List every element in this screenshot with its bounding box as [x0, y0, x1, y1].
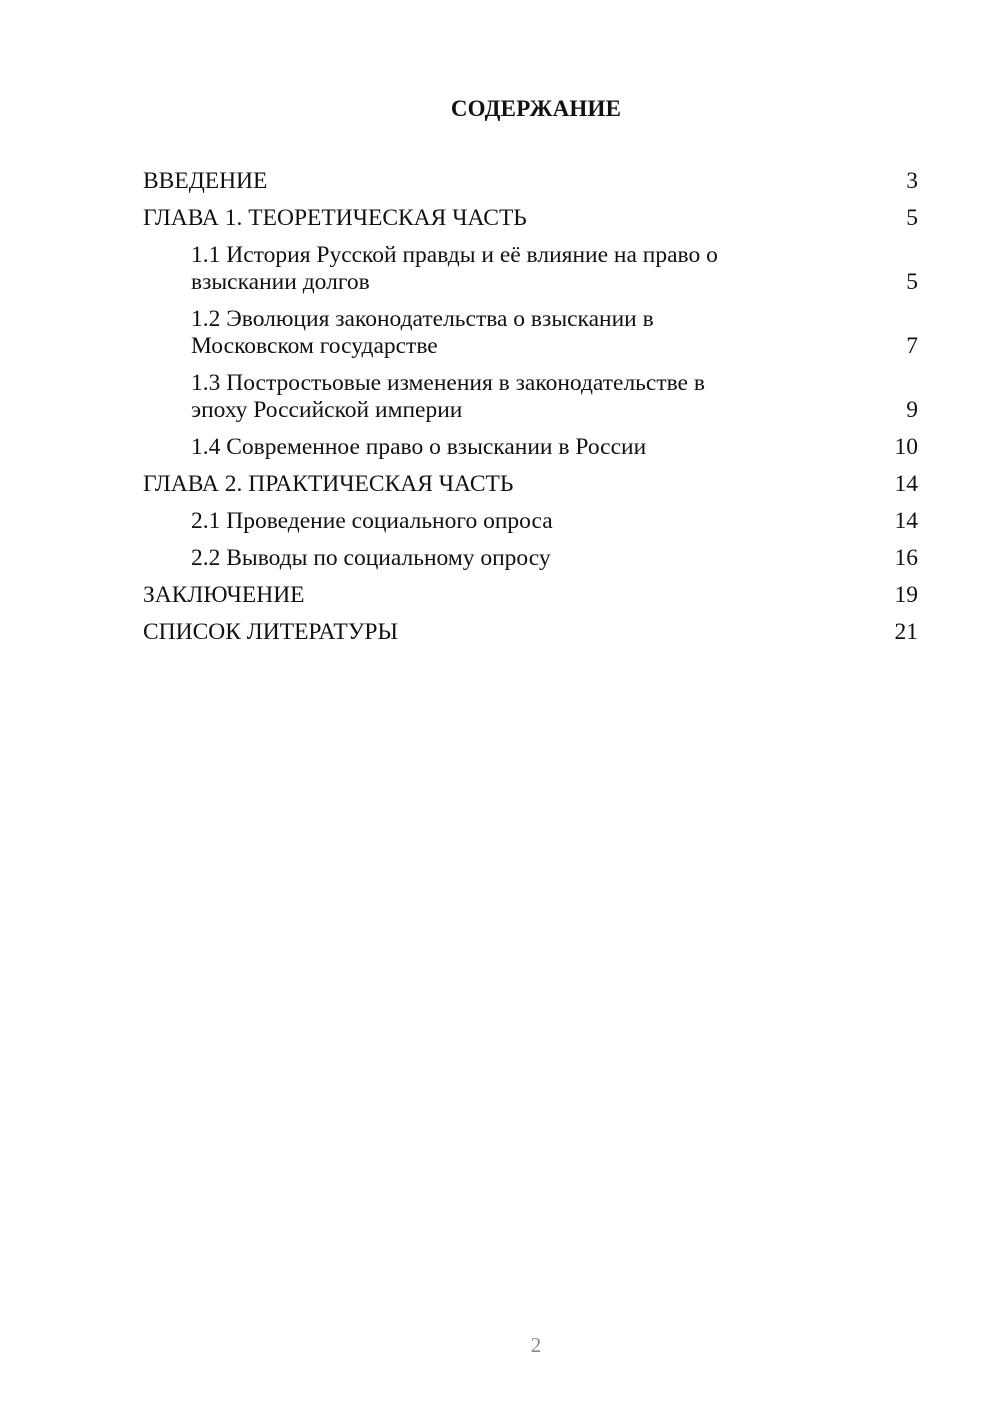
- toc-entry-page: 10: [894, 434, 918, 460]
- toc-entry-conclusion[interactable]: [143, 582, 918, 609]
- toc-entry-label: 1.3 Постростьовые изменения в законодательстве в эпоху Российской империи: [191, 370, 705, 423]
- toc-entry-section-2-1[interactable]: [143, 508, 918, 535]
- toc-entry-page: 14: [894, 471, 918, 497]
- toc-entry-label: 1.2 Эволюция законодательства о взыскании в Московском государстве: [191, 306, 654, 359]
- toc-entry-introduction[interactable]: [143, 168, 918, 195]
- toc-title: СОДЕРЖАНИЕ: [450, 96, 622, 121]
- toc-entry-label: ЗАКЛЮЧЕНИЕ: [143, 582, 305, 608]
- toc-entry-chapter-2[interactable]: [143, 471, 918, 498]
- toc-entry-label: ВВЕДЕНИЕ: [143, 168, 268, 194]
- toc-entry-page: 5: [906, 269, 918, 295]
- toc-entry-label: 1.1 История Русской правды и её влияние на право о взыскании долгов: [191, 242, 718, 295]
- toc-entry-page: 3: [906, 168, 918, 194]
- toc-entry-label: 2.2 Выводы по социальному опросу: [191, 545, 551, 571]
- toc-entry-label: ГЛАВА 1. ТЕОРЕТИЧЕСКАЯ ЧАСТЬ: [143, 205, 527, 231]
- toc-entry-label: 2.1 Проведение социального опроса: [191, 508, 553, 534]
- toc-entry-section-1-3[interactable]: [143, 370, 918, 424]
- table-of-contents: [143, 168, 918, 646]
- toc-entry-page: 19: [894, 582, 918, 608]
- page-number: 2: [530, 1333, 542, 1357]
- toc-entry-section-1-2[interactable]: [143, 306, 918, 360]
- toc-entry-page: 14: [894, 508, 918, 534]
- toc-entry-page: 21: [894, 619, 918, 645]
- toc-entry-label: 1.4 Современное право о взыскании в России: [191, 434, 647, 460]
- toc-entry-section-1-4[interactable]: [143, 434, 918, 461]
- toc-entry-section-2-2[interactable]: [143, 545, 918, 572]
- toc-entry-section-1-1[interactable]: [143, 242, 918, 296]
- toc-entry-page: 5: [906, 205, 918, 231]
- toc-entry-page: 9: [906, 397, 918, 423]
- toc-entry-bibliography[interactable]: [143, 619, 918, 646]
- toc-entry-chapter-1[interactable]: [143, 205, 918, 232]
- toc-entry-page: 16: [894, 545, 918, 571]
- toc-entry-label: ГЛАВА 2. ПРАКТИЧЕСКАЯ ЧАСТЬ: [143, 471, 514, 497]
- toc-entry-label: СПИСОК ЛИТЕРАТУРЫ: [143, 619, 398, 645]
- toc-entry-page: 7: [906, 333, 918, 359]
